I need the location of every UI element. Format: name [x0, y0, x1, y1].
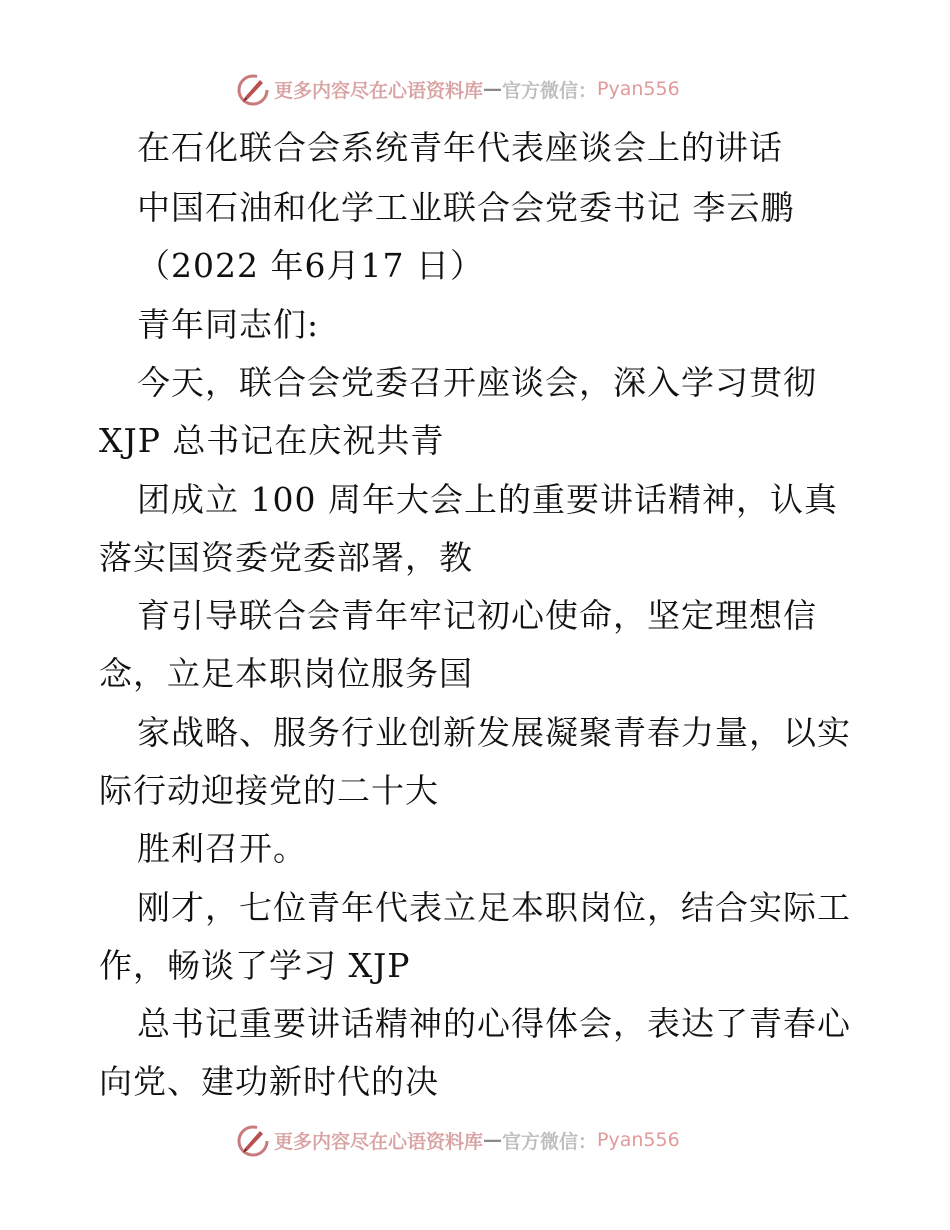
- paragraph-line: 育引导联合会青年牢记初心使命，坚定理想信: [137, 596, 817, 635]
- paragraph-line: 作，畅谈了学习 XJP: [99, 946, 411, 985]
- watermark-dash: —: [483, 1129, 503, 1151]
- watermark-wechat-id: Pyan556: [597, 1129, 680, 1151]
- watermark-site-name: 更多内容尽在心语资料库: [274, 1130, 484, 1153]
- document-salutation: 青年同志们:: [137, 305, 320, 344]
- watermark-wechat-label: 官方微信：: [502, 1130, 598, 1153]
- watermark-header: [236, 72, 680, 106]
- paragraph-line: 今天，联合会党委召开座谈会，深入学习贯彻: [137, 363, 817, 402]
- paragraph-line: 向党、建功新时代的决: [99, 1062, 439, 1101]
- paragraph-line: 刚才，七位青年代表立足本职岗位，结合实际工: [137, 888, 851, 927]
- paragraph-line: 总书记重要讲话精神的心得体会，表达了青春心: [137, 1004, 851, 1043]
- paragraph-line: 胜利召开。: [137, 829, 307, 868]
- watermark-site-name: 更多内容尽在心语资料库: [274, 79, 484, 102]
- watermark-wechat-id: Pyan556: [597, 78, 680, 100]
- paragraph-line: XJP 总书记在庆祝共青: [99, 421, 445, 460]
- document-author: 中国石油和化学工业联合会党委书记 李云鹏: [137, 188, 795, 227]
- watermark-wechat-label: 官方微信：: [502, 79, 598, 102]
- document-title: 在石化联合会系统青年代表座谈会上的讲话: [137, 128, 783, 167]
- paragraph-line: 际行动迎接党的二十大: [99, 771, 439, 810]
- document-date: （2022 年6月17 日）: [137, 246, 484, 285]
- watermark-footer: [236, 1123, 680, 1157]
- watermark-dash: —: [483, 78, 503, 100]
- paragraph-line: 团成立 100 周年大会上的重要讲话精神，认真: [137, 480, 838, 519]
- quill-pen-logo-icon: [236, 1123, 270, 1157]
- paragraph-line: 念，立足本职岗位服务国: [99, 654, 473, 693]
- quill-pen-logo-icon: [236, 72, 270, 106]
- paragraph-line: 家战略、服务行业创新发展凝聚青春力量，以实: [137, 713, 851, 752]
- paragraph-line: 落实国资委党委部署，教: [99, 538, 473, 577]
